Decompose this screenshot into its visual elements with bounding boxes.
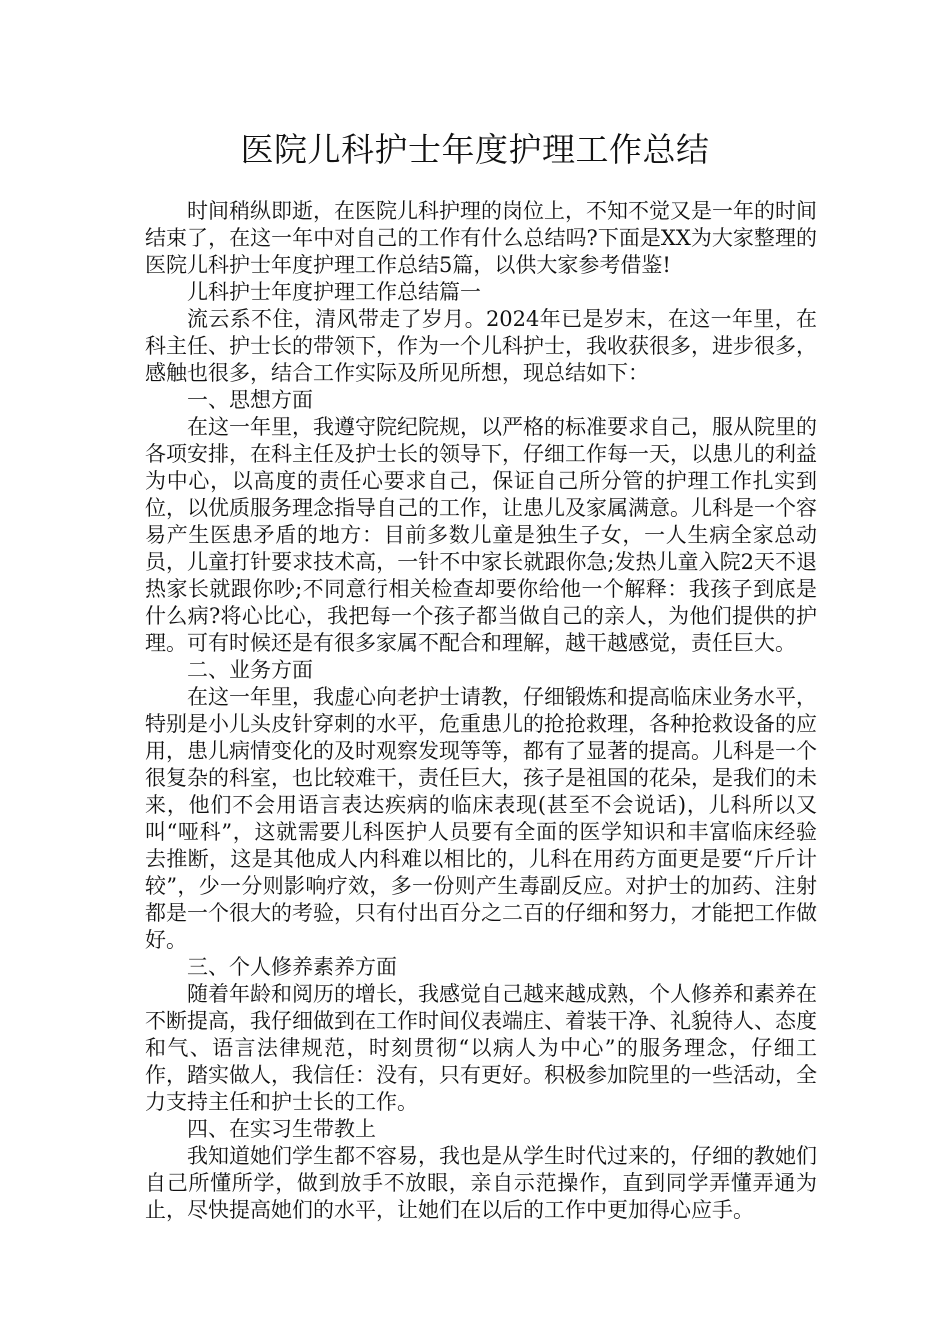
section-body-cultivation: 随着年龄和阅历的增长，我感觉自己越来越成熟，个人修养和素养在不断提高，我仔细做到在工作时间仪表端庄、着装干净、礼貌待人、态度和气、语言法律规范，时刻贯彻“以病人为中心”的服务理念，仔细工作，踏实做人，我信任：没有，只有更好。积极参加院里的一些活动，全力支持主任和护士长的工作。 (145, 982, 817, 1114)
intro-paragraph: 时间稍纵即逝，在医院儿科护理的岗位上，不知不觉又是一年的时间结束了，在这一年中对自己的工作有什么总结吗?下面是XX为大家整理的医院儿科护士年度护理工作总结5篇，以供大家参考借鉴! (145, 199, 817, 277)
section-heading-thought: 一、思想方面 (187, 388, 313, 412)
opening-paragraph: 流云系不住，清风带走了岁月。2024年已是岁末，在这一年里，在科主任、护士长的带领下，作为一个儿科护士，我收获很多，进步很多，感触也很多，结合工作实际及所见所想，现总结如下： (145, 307, 817, 385)
part-title: 儿科护士年度护理工作总结篇一 (187, 280, 481, 304)
document-body (145, 198, 817, 1224)
section-body-intern-teaching: 我知道她们学生都不容易，我也是从学生时代过来的，仔细的教她们自己所懂所学，做到放手不放眼，亲自示范操作，直到同学弄懂弄通为止，尽快提高她们的水平，让她们在以后的工作中更加得心应手。 (145, 1144, 817, 1222)
section-heading-cultivation: 三、个人修养素养方面 (187, 955, 397, 979)
section-heading-intern-teaching: 四、在实习生带教上 (187, 1117, 376, 1141)
section-body-business: 在这一年里，我虚心向老护士请教，仔细锻炼和提高临床业务水平，特别是小儿头皮针穿刺的水平，危重患儿的抢抢救理，各种抢救设备的应用，患儿病情变化的及时观察发现等等，都有了显著的提高。儿科是一个很复杂的科室，也比较难干，责任巨大，孩子是祖国的花朵，是我们的未来，他们不会用语言表达疾病的临床表现(甚至不会说话)，儿科所以又叫“哑科”，这就需要儿科医护人员要有全面的医学知识和丰富临床经验去推断，这是其他成人内科难以相比的，儿科在用药方面更是要“斤斤计较”，少一分则影响疗效，多一份则产生毒副反应。对护士的加药、注射都是一个很大的考验，只有付出百分之二百的仔细和努力，才能把工作做好。 (145, 685, 817, 952)
section-body-thought: 在这一年里，我遵守院纪院规，以严格的标准要求自己，服从院里的各项安排，在科主任及护士长的领导下，仔细工作每一天，以患儿的利益为中心，以高度的责任心要求自己，保证自己所分管的护理工作扎实到位，以优质服务理念指导自己的工作，让患儿及家属满意。儿科是一个容易产生医患矛盾的地方：目前多数儿童是独生子女，一人生病全家总动员，儿童打针要求技术高，一针不中家长就跟你急;发热儿童入院2天不退热家长就跟你吵;不同意行相关检查却要你给他一个解释：我孩子到底是什么病?将心比心，我把每一个孩子都当做自己的亲人，为他们提供的护理。可有时候还是有很多家属不配合和理解，越干越感觉，责任巨大。 (145, 415, 817, 655)
document-title: 医院儿科护士年度护理工作总结 (240, 130, 710, 169)
section-heading-business: 二、业务方面 (187, 658, 313, 682)
